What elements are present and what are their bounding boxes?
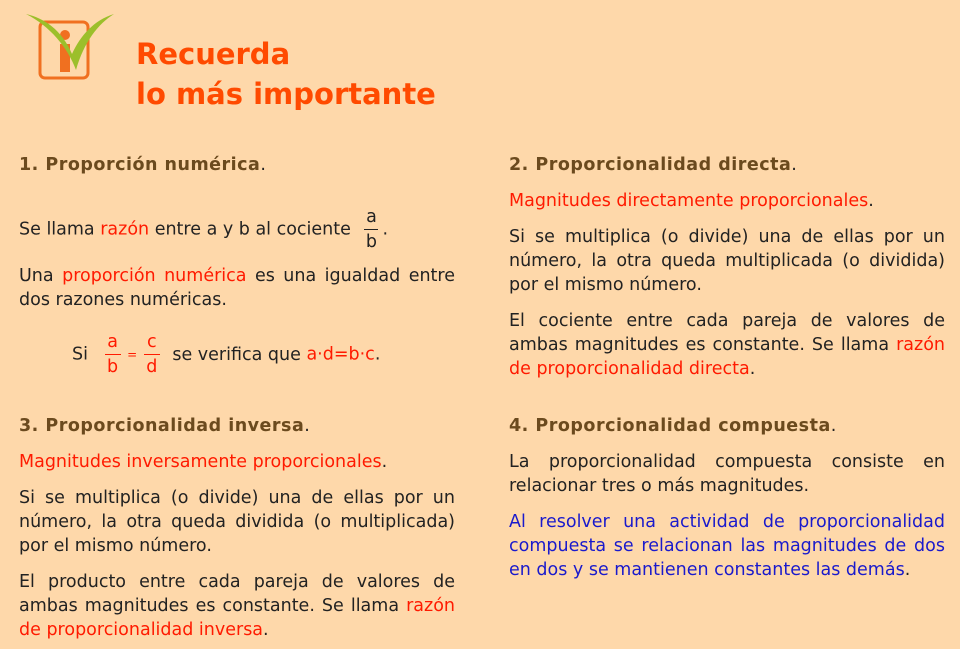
section-1-formula-row: Si $\frac{a}{b}$ = $\frac{c}{d}$ se verifica que a·d=b·c. (72, 332, 381, 377)
section-proporcionalidad-compuesta (509, 414, 945, 582)
formula-ad-bc: a·d=b·c (306, 344, 375, 365)
fraction-c-over-d-red: $\frac{c}{d}$ (143, 330, 161, 379)
info-logo-icon (24, 8, 116, 84)
section-3-paragraph-2: Si se multiplica (o divide) una de ellas por un número, la otra queda dividida (o multiplicada) por el mismo número. (19, 488, 455, 556)
section-proporcion-numerica (19, 153, 455, 379)
section-1-paragraph-1: Se llama razón entre a y b al cociente $\frac{a}{b}$ . (19, 207, 389, 252)
section-1-paragraph-2: Una proporción numérica es una igualdad entre dos razones numéricas. (19, 266, 455, 310)
section-3-paragraph-3: El producto entre cada pareja de valores de ambas magnitudes es constante. Se llama razón de proporcionalidad inversa. (19, 572, 455, 640)
section-3-heading: 3. Proporcionalidad inversa. (19, 416, 311, 436)
term-razon-inversa: razón de proporcionalidad inversa (19, 596, 455, 640)
title-line-1: Recuerda (136, 37, 291, 71)
section-2-paragraph-2: Si se multiplica (o divide) una de ellas por un número, la otra queda multiplicada (o dividida) por el mismo número. (509, 227, 945, 295)
term-razon-directa: razón de proporcionalidad directa (509, 335, 945, 379)
page-title (136, 34, 436, 114)
title-line-2: lo más importante (136, 77, 436, 111)
section-proporcionalidad-inversa (19, 414, 455, 642)
section-1-heading: 1. Proporción numérica. (19, 155, 267, 175)
section-4-paragraph-1: La proporcionalidad compuesta consiste en relacionar tres o más magnitudes. (509, 452, 945, 496)
section-3-paragraph-1: Magnitudes inversamente proporcionales. (19, 452, 388, 472)
section-2-paragraph-1: Magnitudes directamente proporcionales. (509, 191, 874, 211)
term-proporcion-numerica: proporción numérica (62, 266, 247, 286)
section-2-paragraph-3: El cociente entre cada pareja de valores de ambas magnitudes es constante. Se llama razón de proporcionalidad directa. (509, 311, 945, 379)
fraction-a-over-b-red: $\frac{a}{b}$ (104, 330, 122, 379)
section-4-heading: 4. Proporcionalidad compuesta. (509, 416, 837, 436)
section-2-heading: 2. Proporcionalidad directa. (509, 155, 798, 175)
section-4-paragraph-2: Al resolver una actividad de proporcionalidad compuesta se relacionan las magnitudes de dos en dos y se mantienen constantes las demás. (509, 512, 945, 580)
fraction-a-over-b: $\frac{a}{b}$ (365, 207, 378, 252)
section-proporcionalidad-directa (509, 153, 945, 381)
term-razon: razón (100, 219, 150, 240)
